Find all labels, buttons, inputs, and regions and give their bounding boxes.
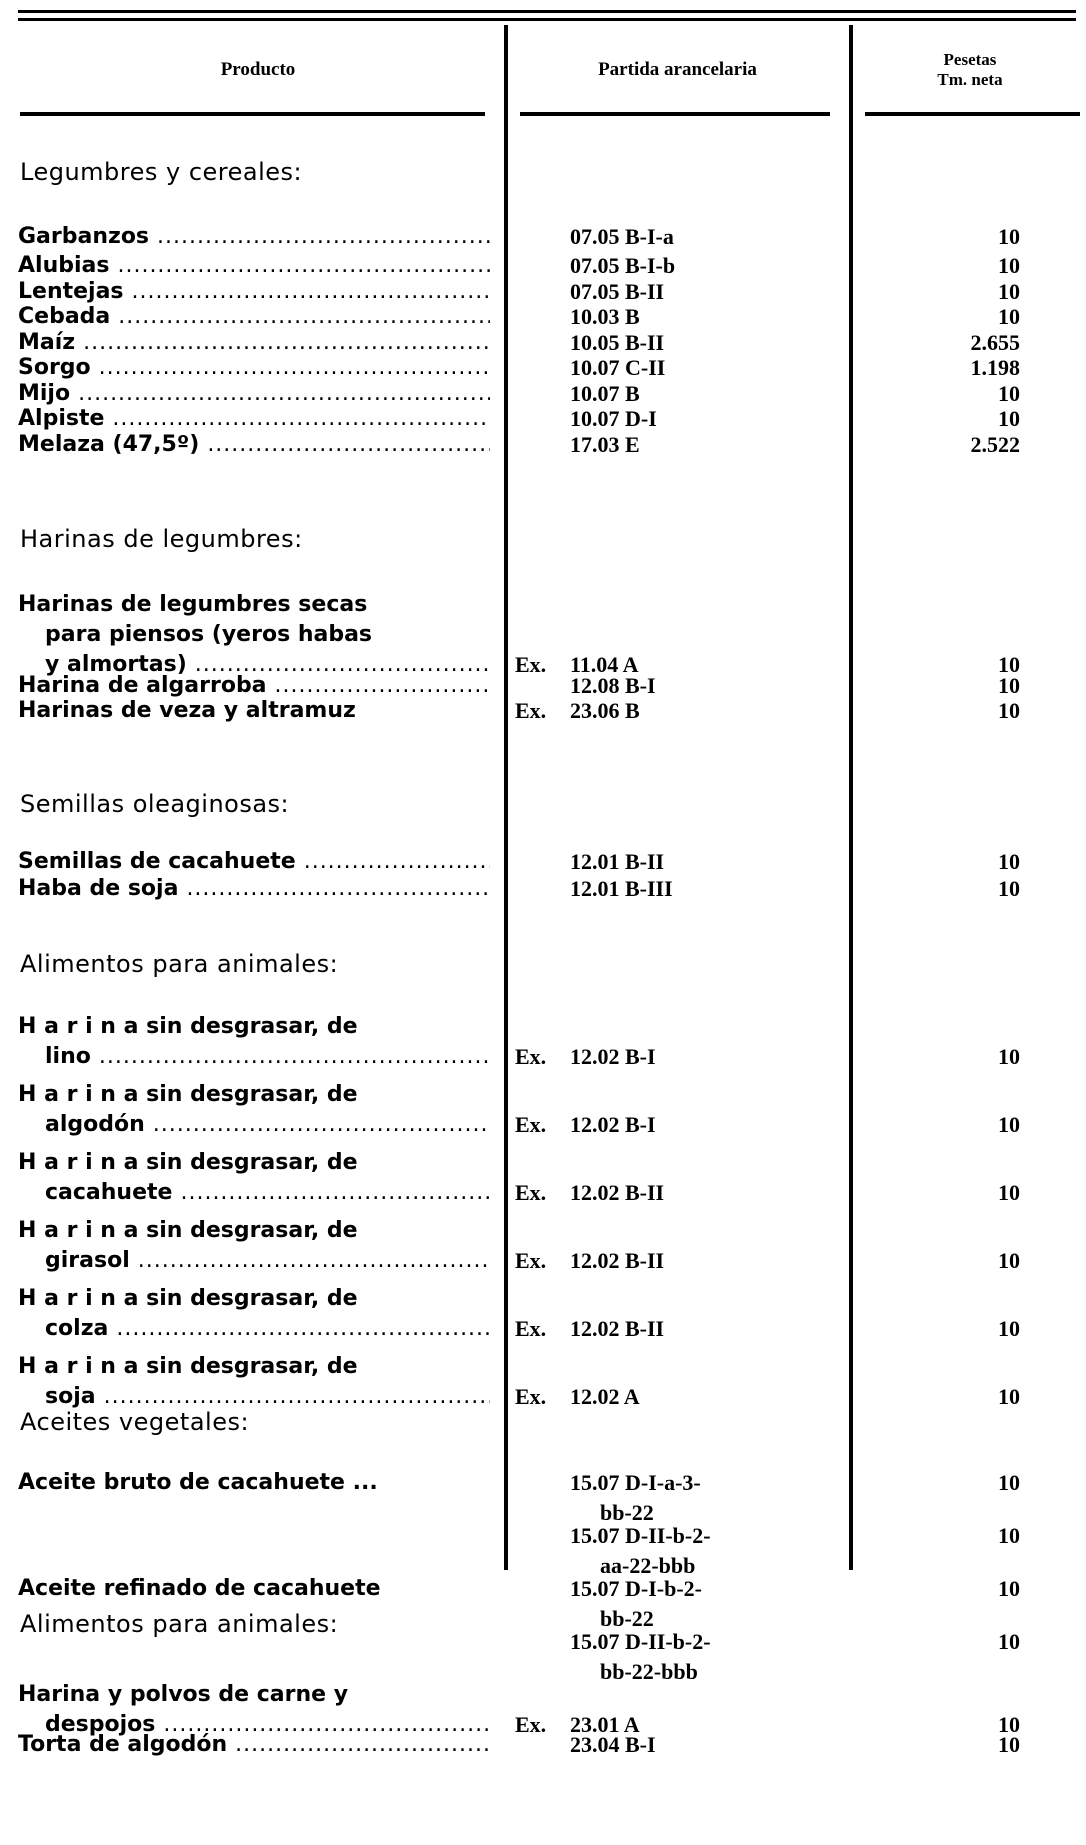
pesetas-cell: 10 xyxy=(998,849,1020,874)
leader-dots xyxy=(235,1730,490,1760)
product-text: cacahuete xyxy=(45,1180,173,1205)
product-cell xyxy=(18,1012,490,1072)
partida-cell xyxy=(515,847,845,877)
product-text: Mijo xyxy=(18,381,71,406)
product-text: H a r i n a sin desgrasar, de xyxy=(18,1354,358,1379)
partida-code: 12.02 B-I xyxy=(570,1112,656,1137)
ex-prefix: Ex. xyxy=(515,1248,547,1273)
partida-line xyxy=(515,1314,845,1344)
ex-prefix: Ex. xyxy=(515,698,547,723)
pesetas-cell: 10 xyxy=(998,698,1020,723)
pesetas-cell: 10 xyxy=(998,652,1020,677)
product-text: girasol xyxy=(45,1248,130,1273)
product-line xyxy=(18,696,490,726)
partida-code: 12.02 B-I xyxy=(570,1044,656,1069)
product-text: Sorgo xyxy=(18,355,91,380)
pesetas-cell: 10 xyxy=(998,1248,1020,1273)
header-pesetas-line1: Pesetas xyxy=(943,50,997,69)
header-underline-partida xyxy=(520,112,830,116)
leader-dots xyxy=(304,847,490,877)
product-text: H a r i n a sin desgrasar, de xyxy=(18,1014,358,1039)
product-cell xyxy=(18,1284,490,1344)
product-text: Harinas de veza y altramuz xyxy=(18,698,356,723)
partida-line xyxy=(515,874,845,904)
partida-code: 12.02 A xyxy=(570,1384,640,1409)
leader-dots xyxy=(116,1314,490,1344)
product-text: Haba de soja xyxy=(18,876,179,901)
product-cell xyxy=(18,1574,490,1604)
product-cell xyxy=(18,1468,490,1498)
product-line xyxy=(18,620,490,650)
partida-cell xyxy=(515,1246,845,1276)
partida-code: 15.07 D-II-b-2- xyxy=(570,1523,711,1548)
partida-continuation: aa-22-bbb xyxy=(600,1553,696,1578)
leader-dots xyxy=(157,222,490,252)
pesetas-cell: 10 xyxy=(998,1180,1020,1205)
partida-line xyxy=(515,847,845,877)
partida-code: 15.07 D-I-b-2- xyxy=(570,1576,702,1601)
partida-cell xyxy=(515,1627,845,1687)
header-underline-producto xyxy=(20,112,485,116)
partida-code: 10.07 D-I xyxy=(570,406,657,431)
product-cell xyxy=(18,430,490,460)
partida-cell xyxy=(515,1178,845,1208)
product-cell xyxy=(18,847,490,877)
product-text: Maíz xyxy=(18,330,76,355)
pesetas-cell: 10 xyxy=(998,673,1020,698)
product-text: Semillas de cacahuete xyxy=(18,849,296,874)
product-text: H a r i n a sin desgrasar, de xyxy=(18,1082,358,1107)
product-cell xyxy=(18,590,490,680)
product-cell xyxy=(18,1730,490,1760)
partida-cell xyxy=(515,1521,845,1581)
partida-code: 12.02 B-II xyxy=(570,1316,665,1341)
product-text: para piensos (yeros habas xyxy=(45,622,373,647)
section-title: Semillas oleaginosas: xyxy=(20,790,290,818)
product-line xyxy=(18,1352,490,1382)
partida-cell xyxy=(515,1574,845,1634)
partida-line xyxy=(515,1178,845,1208)
header-producto-label: Producto xyxy=(220,59,296,80)
column-divider-2 xyxy=(849,25,853,1570)
leader-dots xyxy=(207,430,490,460)
product-text: H a r i n a sin desgrasar, de xyxy=(18,1218,358,1243)
partida-code: 10.03 B xyxy=(570,304,640,329)
product-text: Harinas de legumbres secas xyxy=(18,592,368,617)
ex-prefix: Ex. xyxy=(515,1044,547,1069)
pesetas-cell: 10 xyxy=(998,381,1020,406)
ex-prefix: Ex. xyxy=(515,1712,547,1737)
partida-code: 15.07 D-I-a-3- xyxy=(570,1470,701,1495)
product-line xyxy=(18,1574,490,1604)
pesetas-cell: 10 xyxy=(998,1470,1020,1495)
pesetas-cell: 10 xyxy=(998,1576,1020,1601)
product-text: Alpiste xyxy=(18,406,105,431)
product-cell xyxy=(18,1148,490,1208)
product-line xyxy=(18,1110,490,1140)
partida-continuation: bb-22 xyxy=(600,1500,654,1525)
product-text: Melaza (47,5º) xyxy=(18,432,200,457)
top-rule-1 xyxy=(18,10,1076,13)
section-title: Legumbres y cereales: xyxy=(20,158,303,186)
product-cell xyxy=(18,1080,490,1140)
partida-line xyxy=(515,1468,845,1498)
pesetas-cell: 10 xyxy=(998,253,1020,278)
partida-code: 12.01 B-II xyxy=(570,849,665,874)
pesetas-cell: 1.198 xyxy=(970,355,1020,380)
product-text: Harina de algarroba xyxy=(18,673,267,698)
ex-prefix: Ex. xyxy=(515,1316,547,1341)
partida-cell xyxy=(515,1382,845,1412)
product-line xyxy=(18,222,490,252)
product-cell xyxy=(18,1352,490,1412)
product-line xyxy=(18,1178,490,1208)
product-text: H a r i n a sin desgrasar, de xyxy=(18,1150,358,1175)
partida-cell xyxy=(515,430,845,460)
partida-code: 23.06 B xyxy=(570,698,640,723)
section-title: Alimentos para animales: xyxy=(20,1610,339,1638)
partida-code: 07.05 B-I-b xyxy=(570,253,676,278)
product-text: lino xyxy=(45,1044,91,1069)
product-line xyxy=(18,847,490,877)
leader-dots xyxy=(99,1042,490,1072)
ex-prefix: Ex. xyxy=(515,652,547,677)
product-line xyxy=(18,1216,490,1246)
product-cell xyxy=(18,874,490,904)
pesetas-cell: 10 xyxy=(998,1523,1020,1548)
pesetas-cell: 10 xyxy=(998,1316,1020,1341)
ex-prefix: Ex. xyxy=(515,1112,547,1137)
product-text: Aceite bruto de cacahuete ... xyxy=(18,1470,378,1495)
product-text: Harina y polvos de carne y xyxy=(18,1682,349,1707)
partida-code: 10.05 B-II xyxy=(570,330,665,355)
partida-line xyxy=(515,430,845,460)
product-text: Cebada xyxy=(18,304,111,329)
product-cell xyxy=(18,696,490,726)
pesetas-cell: 10 xyxy=(998,1384,1020,1409)
column-divider-1 xyxy=(504,25,508,1570)
partida-code: 10.07 C-II xyxy=(570,355,666,380)
product-line xyxy=(18,1080,490,1110)
leader-dots xyxy=(180,1178,490,1208)
partida-code: 07.05 B-II xyxy=(570,279,665,304)
partida-code: 12.08 B-I xyxy=(570,673,656,698)
product-cell xyxy=(18,222,490,252)
product-line xyxy=(18,1012,490,1042)
product-text: Aceite refinado de cacahuete xyxy=(18,1576,381,1601)
partida-cell xyxy=(515,1042,845,1072)
product-text: Lentejas xyxy=(18,279,124,304)
partida-line xyxy=(515,1110,845,1140)
product-line xyxy=(18,1148,490,1178)
product-text: algodón xyxy=(45,1112,145,1137)
pesetas-cell: 2.522 xyxy=(970,432,1020,457)
partida-cell xyxy=(515,696,845,726)
partida-line xyxy=(515,1042,845,1072)
product-line xyxy=(18,874,490,904)
section-title: Alimentos para animales: xyxy=(20,950,339,978)
ex-prefix: Ex. xyxy=(515,1384,547,1409)
product-line xyxy=(18,1468,490,1498)
section-title: Aceites vegetales: xyxy=(20,1408,250,1436)
partida-line xyxy=(515,696,845,726)
section-title: Harinas de legumbres: xyxy=(20,525,303,553)
partida-code: 07.05 B-I-a xyxy=(570,224,674,249)
pesetas-cell: 2.655 xyxy=(970,330,1020,355)
partida-code: 15.07 D-II-b-2- xyxy=(570,1629,711,1654)
partida-cell xyxy=(515,222,845,252)
product-text: Torta de algodón xyxy=(18,1732,228,1757)
product-text: Alubias xyxy=(18,253,110,278)
product-line xyxy=(18,1284,490,1314)
product-line xyxy=(18,1730,490,1760)
leader-dots xyxy=(153,1110,490,1140)
pesetas-cell: 10 xyxy=(998,1712,1020,1737)
ex-prefix: Ex. xyxy=(515,1180,547,1205)
header-partida xyxy=(510,25,845,115)
product-text: H a r i n a sin desgrasar, de xyxy=(18,1286,358,1311)
pesetas-cell: 10 xyxy=(998,1732,1020,1757)
partida-line xyxy=(515,1574,845,1604)
partida-code: 12.02 B-II xyxy=(570,1180,665,1205)
partida-code: 10.07 B xyxy=(570,381,640,406)
partida-cell xyxy=(515,1314,845,1344)
partida-line xyxy=(515,1521,845,1551)
partida-continuation: bb-22-bbb xyxy=(600,1659,698,1684)
partida-line xyxy=(515,222,845,252)
partida-line xyxy=(515,1627,845,1657)
partida-code: 11.04 A xyxy=(570,652,639,677)
leader-dots xyxy=(186,874,490,904)
partida-line xyxy=(515,1246,845,1276)
header-partida-label: Partida arancelaria xyxy=(598,59,757,80)
product-line xyxy=(18,1314,490,1344)
partida-code: 23.04 B-I xyxy=(570,1732,656,1757)
product-line xyxy=(18,1680,490,1710)
partida-cell xyxy=(515,874,845,904)
partida-code: 12.02 B-II xyxy=(570,1248,665,1273)
partida-cell xyxy=(515,1468,845,1528)
pesetas-cell: 10 xyxy=(998,1112,1020,1137)
product-text: colza xyxy=(45,1316,109,1341)
product-text: Garbanzos xyxy=(18,224,150,249)
partida-code: 17.03 E xyxy=(570,432,640,457)
partida-line xyxy=(515,1382,845,1412)
pesetas-cell: 10 xyxy=(998,304,1020,329)
product-line xyxy=(18,1246,490,1276)
pesetas-cell: 10 xyxy=(998,876,1020,901)
pesetas-cell: 10 xyxy=(998,1044,1020,1069)
partida-line xyxy=(515,1730,845,1760)
header-underline-pesetas xyxy=(865,112,1080,116)
pesetas-cell: 10 xyxy=(998,1629,1020,1654)
product-text: despojos xyxy=(45,1712,156,1737)
product-line xyxy=(18,1042,490,1072)
header-pesetas xyxy=(857,25,1083,115)
pesetas-cell: 10 xyxy=(998,279,1020,304)
partida-code: 23.01 A xyxy=(570,1712,640,1737)
product-line xyxy=(18,430,490,460)
top-rule-2 xyxy=(18,18,1076,21)
product-text: y almortas) xyxy=(45,652,187,677)
header-pesetas-line2: Tm. neta xyxy=(937,70,1003,89)
pesetas-cell: 10 xyxy=(998,406,1020,431)
partida-code: 12.01 B-III xyxy=(570,876,673,901)
product-text: soja xyxy=(45,1384,96,1409)
product-cell xyxy=(18,1216,490,1276)
partida-cell xyxy=(515,1730,845,1760)
partida-cell xyxy=(515,1110,845,1140)
product-line xyxy=(18,590,490,620)
partida-continuation: bb-22 xyxy=(600,1606,654,1631)
leader-dots xyxy=(138,1246,490,1276)
header-producto xyxy=(18,25,498,115)
pesetas-cell: 10 xyxy=(998,224,1020,249)
